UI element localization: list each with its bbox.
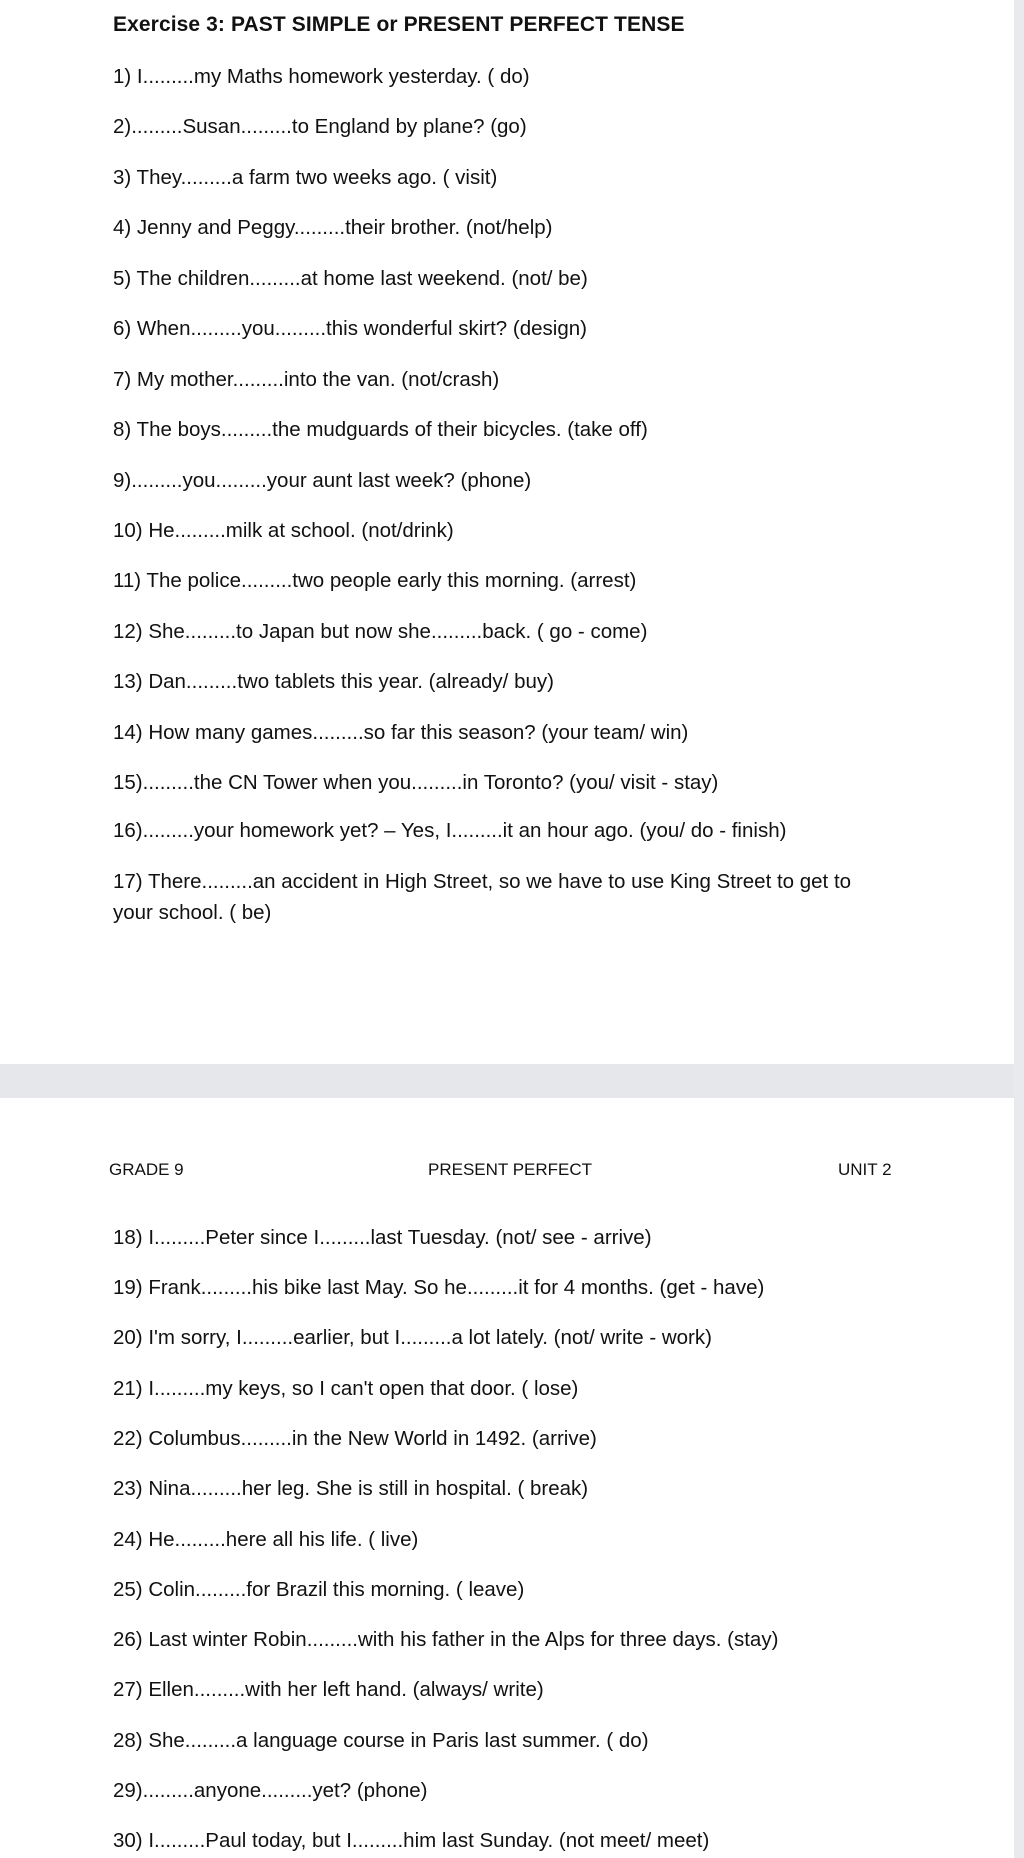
question-13: 13) Dan.........two tablets this year. (already/ buy) [113,670,554,693]
page-header [0,1160,1014,1184]
page-separator [0,1064,1024,1098]
question-21: 21) I.........my keys, so I can't open that door. ( lose) [113,1377,579,1400]
question-14: 14) How many games.........so far this season? (your team/ win) [113,721,689,744]
question-8: 8) The boys.........the mudguards of their bicycles. (take off) [113,418,648,441]
question-19: 19) Frank.........his bike last May. So he.........it for 4 months. (get - have) [113,1276,765,1299]
grade-label: GRADE 9 [109,1160,184,1179]
question-23: 23) Nina.........her leg. She is still in hospital. ( break) [113,1477,589,1500]
question-3: 3) They.........a farm two weeks ago. ( visit) [113,166,498,189]
right-edge-shadow [1014,0,1024,1858]
question-18: 18) I.........Peter since I.........last Tuesday. (not/ see - arrive) [113,1226,652,1249]
question-4: 4) Jenny and Peggy.........their brother. (not/help) [113,216,553,239]
question-5: 5) The children.........at home last weekend. (not/ be) [113,267,588,290]
question-25: 25) Colin.........for Brazil this morning. ( leave) [113,1578,525,1601]
question-28: 28) She.........a language course in Paris last summer. ( do) [113,1729,649,1752]
question-26: 26) Last winter Robin.........with his father in the Alps for three days. (stay) [113,1628,779,1651]
exercise-title: Exercise 3: PAST SIMPLE or PRESENT PERFECT TENSE [113,13,685,36]
question-11: 11) The police.........two people early this morning. (arrest) [113,569,637,592]
question-12: 12) She.........to Japan but now she.........back. ( go - come) [113,620,648,643]
question-24: 24) He.........here all his life. ( live) [113,1528,419,1551]
topic-label: PRESENT PERFECT [428,1160,593,1179]
question-17: 17) There.........an accident in High Street, so we have to use King Street to get to your school. ( be) [113,870,852,924]
question-1: 1) I.........my Maths homework yesterday. ( do) [113,65,530,88]
question-30: 30) I.........Paul today, but I.........him last Sunday. (not meet/ meet) [113,1829,710,1852]
question-9: 9).........you.........your aunt last week? (phone) [113,469,532,492]
question-10: 10) He.........milk at school. (not/drink) [113,519,454,542]
question-2: 2).........Susan.........to England by plane? (go) [113,115,527,138]
question-7: 7) My mother.........into the van. (not/crash) [113,368,500,391]
question-29: 29).........anyone.........yet? (phone) [113,1779,428,1802]
question-22: 22) Columbus.........in the New World in 1492. (arrive) [113,1427,597,1450]
question-6: 6) When.........you.........this wonderful skirt? (design) [113,317,587,340]
question-15: 15).........the CN Tower when you.........in Toronto? (you/ visit - stay) [113,771,719,794]
question-16: 16).........your homework yet? – Yes, I.........it an hour ago. (you/ do - finish) [113,819,787,842]
unit-label: UNIT 2 [838,1160,892,1179]
question-20: 20) I'm sorry, I.........earlier, but I.........a lot lately. (not/ write - work) [113,1326,712,1349]
question-27: 27) Ellen.........with her left hand. (always/ write) [113,1678,544,1701]
